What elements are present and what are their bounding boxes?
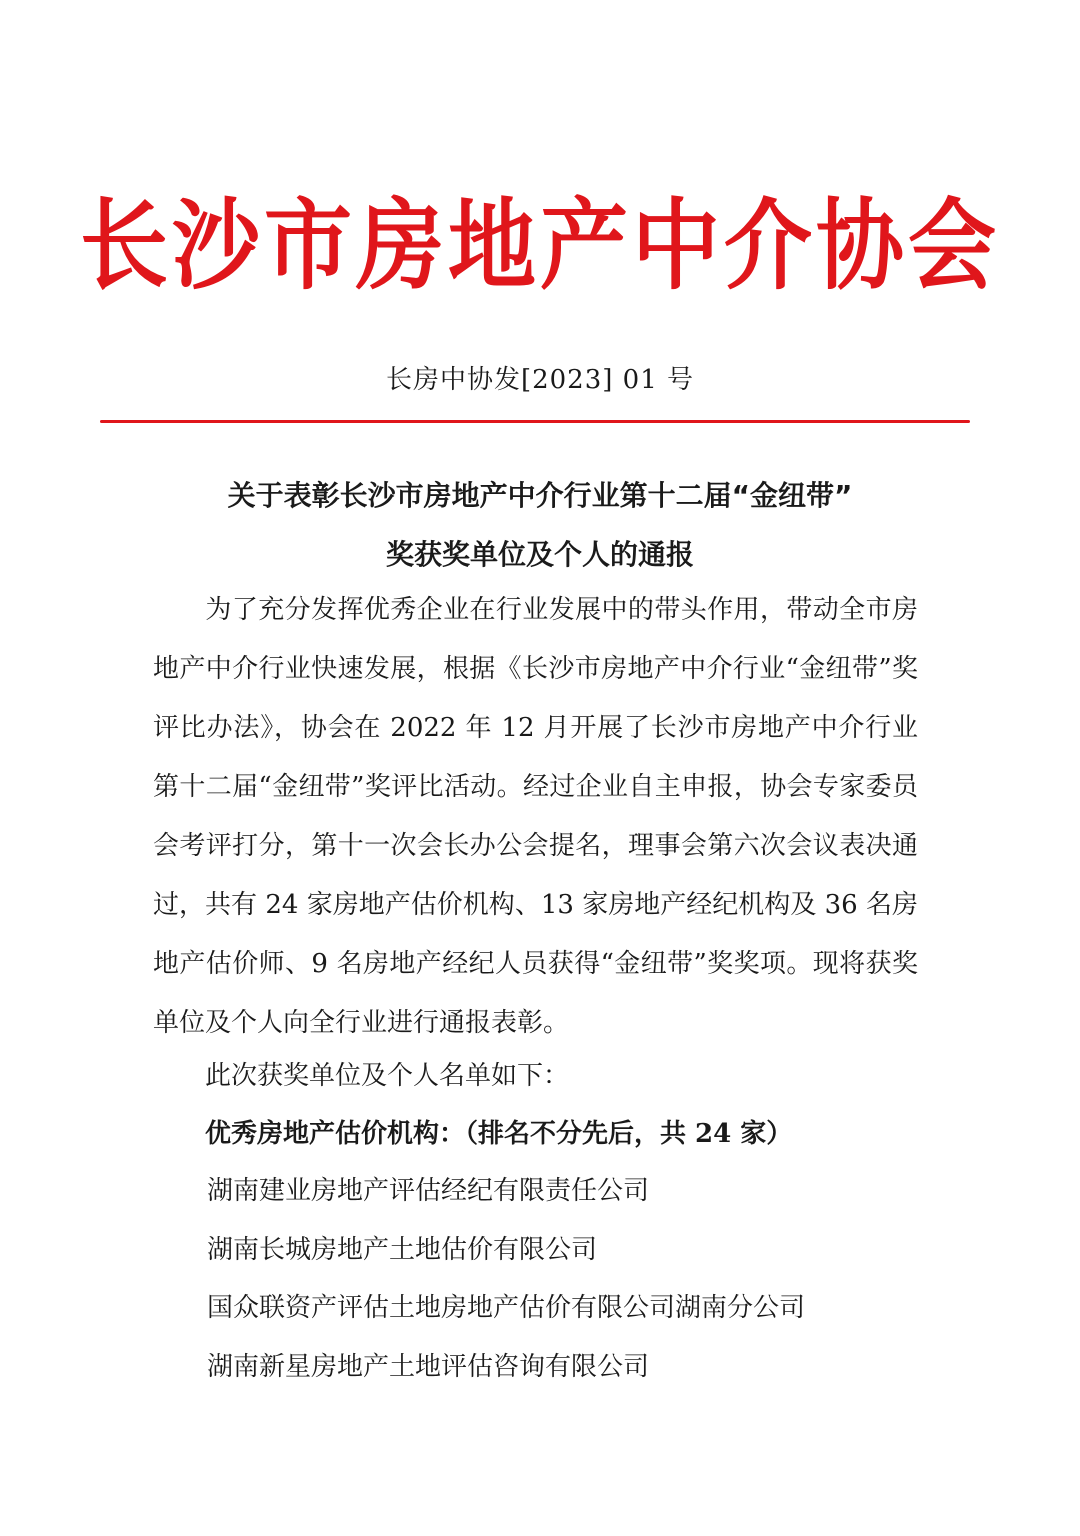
red-divider-line <box>100 420 970 423</box>
notice-title-line-2: 奖获奖单位及个人的通报 <box>385 538 694 571</box>
body-paragraph-text: 为了充分发挥优秀企业在行业发展中的带头作用，带动全市房地产中介行业快速发展，根据《长沙市房地产中介行业“金纽带”奖评比办法》，协会在 2022 年 12 月开展了长沙市房地产中介行业第十二届“金纽带”奖评比活动。经过企业自主申报，协会专家委员会考评打分，第十一次会长办公会提名，理事会第六次会议表决通过，共有 24 家房地产估价机构、13 家房地产经纪机构及 36 名房地产估价师、9 名房地产经纪人员获得“金纽带”奖奖项。现将获奖单位及个人向全行业进行通报表彰。 <box>153 595 918 1038</box>
letterhead-title: 长沙市房地产中介协会 <box>79 186 1000 304</box>
organization-list-item: 国众联资产评估土地房地产估价有限公司湖南分公司 <box>207 1293 806 1323</box>
section-heading-appraisal-agencies: 优秀房地产估价机构：（排名不分先后，共 24 家） <box>205 1119 793 1149</box>
body-paragraph <box>153 581 918 1053</box>
organization-list-item: 湖南建业房地产评估经纪有限责任公司 <box>207 1176 650 1206</box>
notice-title-line-1: 关于表彰长沙市房地产中介行业第十二届“金纽带” <box>227 479 853 512</box>
winners-intro: 此次获奖单位及个人名单如下： <box>205 1061 570 1091</box>
document-number: 长房中协发[2023] 01 号 <box>385 365 695 395</box>
organization-list-item: 湖南新星房地产土地评估咨询有限公司 <box>207 1352 650 1382</box>
organization-list-item: 湖南长城房地产土地估价有限公司 <box>207 1235 598 1265</box>
